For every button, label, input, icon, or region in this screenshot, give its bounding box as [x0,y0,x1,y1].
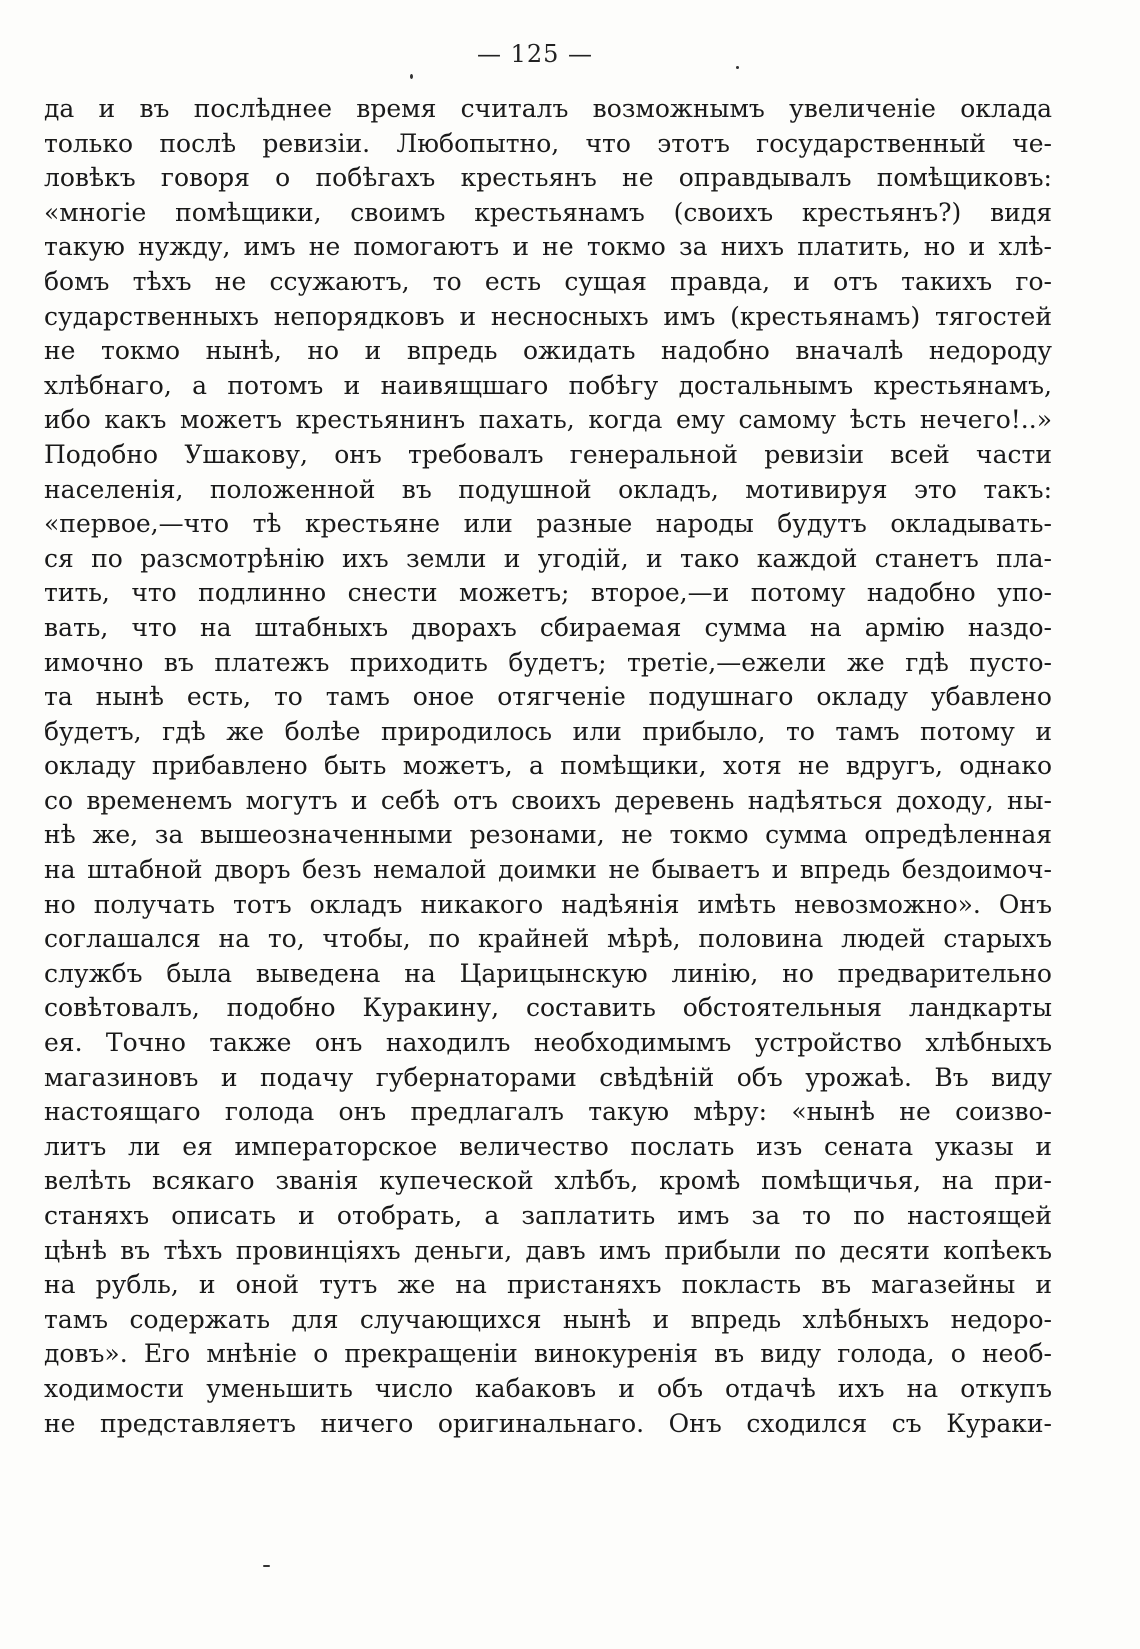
text-line: соглашался на то, чтобы, по крайней мѣрѣ, половина людей старыхъ [44,924,1052,954]
text-line: такую нужду, имъ не помогаютъ и не токмо за нихъ платить, но и хлѣ- [44,232,1052,262]
body-text [44,92,1052,1441]
text-line: будетъ, гдѣ же болѣе природилось или прибыло, то тамъ потому и [44,716,1052,746]
text-line: совѣтовалъ, подобно Куракину, составить обстоятельныя ландкарты [44,993,1052,1023]
text-line: только послѣ ревизіи. Любопытно, что этотъ государственный че- [44,128,1052,158]
text-line: тить, что подлинно снести можетъ; второе,—и потому надобно упо- [44,578,1052,608]
text-line: ходимости уменьшить число кабаковъ и объ отдачѣ ихъ на откупъ [44,1373,1052,1403]
text-line: ловѣкъ говоря о побѣгахъ крестьянъ не оправдывалъ помѣщиковъ: [44,163,1052,193]
text-line: сударственныхъ непорядковъ и несносныхъ имъ (крестьянамъ) тягостей [44,301,1052,331]
text-line: службъ была выведена на Царицынскую линію, но предварительно [44,958,1052,988]
print-speck [736,66,739,69]
text-line: цѣнѣ въ тѣхъ провинціяхъ деньги, давъ имъ прибыли по десяти копѣекъ [44,1235,1052,1265]
text-line: не токмо нынѣ, но и впредь ожидать надобно вначалѣ недороду [44,336,1052,366]
print-speck [410,74,413,79]
text-line: да и въ послѣднее время считалъ возможнымъ увеличеніе оклада [44,94,1052,123]
text-line: ея. Точно также онъ находилъ необходимымъ устройство хлѣбныхъ [44,1028,1052,1058]
text-line: но получать тотъ окладъ никакого надѣянія имѣть невозможно». Онъ [44,889,1052,919]
page-number: — 125 — [476,40,594,68]
text-line: имочно въ платежъ приходить будетъ; третіе,—ежели же гдѣ пусто- [44,647,1052,677]
text-line: станяхъ описать и отобрать, а заплатить имъ за то по настоящей [44,1201,1052,1230]
text-line: литъ ли ея императорское величество послать изъ сената указы и [44,1131,1052,1161]
text-line: не представляетъ ничего оригинальнаго. Онъ сходился съ Кураки- [44,1408,1052,1438]
text-line: окладу прибавлено быть можетъ, а помѣщики, хотя не вдругъ, однако [44,751,1052,781]
text-line: «первое,—что тѣ крестьяне или разные народы будутъ окладывать- [44,509,1052,539]
text-line: вать, что на штабныхъ дворахъ сбираемая сумма на армію наздо- [44,612,1052,642]
text-line: населенія, положенной въ подушной окладъ, мотивируя это такъ: [44,474,1052,504]
text-line: довъ». Его мнѣніе о прекращеніи винокуренія въ виду голода, о необ- [44,1339,1052,1369]
text-line: на штабной дворъ безъ немалой доимки не бываетъ и впредь бездоимоч- [44,855,1052,885]
text-line: ибо какъ можетъ крестьянинъ пахать, когда ему самому ѣсть нечего!..» [44,405,1052,435]
text-line: со временемъ могутъ и себѣ отъ своихъ деревень надѣяться доходу, ны- [44,785,1052,815]
text-line: хлѣбнаго, а потомъ и наивящшаго побѣгу достальнымъ крестьянамъ, [44,370,1052,400]
print-speck [263,1565,270,1567]
text-line: та нынѣ есть, то тамъ оное отягченіе подушнаго окладу убавлено [44,682,1052,712]
text-line: настоящаго голода онъ предлагалъ такую мѣру: «нынѣ не соизво- [44,1097,1052,1127]
text-line: тамъ содержать для случающихся нынѣ и впредь хлѣбныхъ недоро- [44,1304,1052,1334]
text-line: магазиновъ и подачу губернаторами свѣдѣній объ урожаѣ. Въ виду [44,1062,1052,1092]
text-line: Подобно Ушакову, онъ требовалъ генеральной ревизіи всей части [44,439,1052,469]
text-line: велѣть всякаго званія купеческой хлѣбъ, кромѣ помѣщичья, на при- [44,1166,1052,1196]
text-line: «многіе помѣщики, своимъ крестьянамъ (своихъ крестьянъ?) видя [44,197,1052,227]
text-line: на рубль, и оной тутъ же на пристаняхъ покласть въ магазейны и [44,1270,1052,1300]
text-line: ся по разсмотрѣнію ихъ земли и угодій, и тако каждой станетъ пла- [44,543,1052,573]
text-line: нѣ же, за вышеозначенными резонами, не токмо сумма опредѣленная [44,820,1052,850]
text-line: бомъ тѣхъ не ссужаютъ, то есть сущая правда, и отъ такихъ го- [44,266,1052,296]
